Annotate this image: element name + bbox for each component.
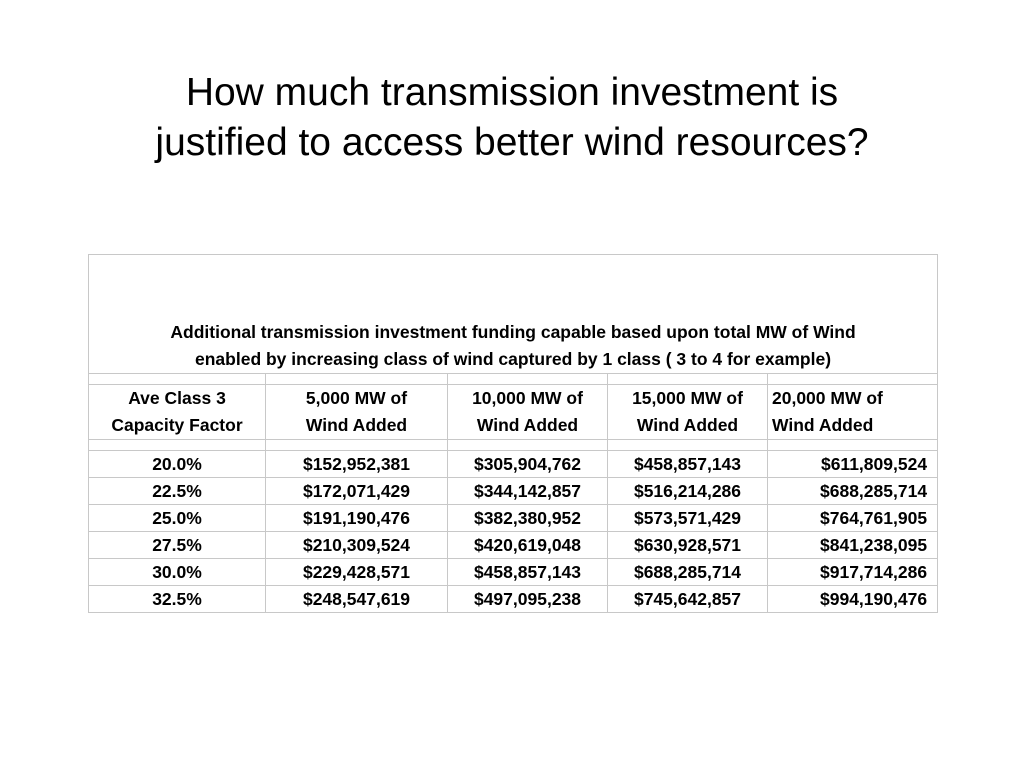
table-row [89, 505, 938, 532]
value-cell: $382,380,952 [448, 505, 608, 532]
value-cell: $917,714,286 [768, 559, 938, 586]
value-cell: $611,809,524 [768, 451, 938, 478]
table-row [89, 478, 938, 505]
column-header: 5,000 MW of Wind Added [266, 385, 448, 440]
value-cell: $688,285,714 [768, 478, 938, 505]
value-cell: $305,904,762 [448, 451, 608, 478]
value-cell: $152,952,381 [266, 451, 448, 478]
value-cell: $229,428,571 [266, 559, 448, 586]
capacity-factor-cell: 22.5% [89, 478, 266, 505]
capacity-factor-cell: 27.5% [89, 532, 266, 559]
value-cell: $745,642,857 [608, 586, 768, 613]
value-cell: $458,857,143 [448, 559, 608, 586]
value-cell: $344,142,857 [448, 478, 608, 505]
column-header: 20,000 MW of Wind Added [768, 385, 938, 440]
table-row [89, 559, 938, 586]
spacer-row [89, 374, 938, 385]
slide-title [40, 68, 984, 168]
value-cell: $248,547,619 [266, 586, 448, 613]
column-header: 15,000 MW of Wind Added [608, 385, 768, 440]
value-cell: $210,309,524 [266, 532, 448, 559]
capacity-factor-cell: 30.0% [89, 559, 266, 586]
capacity-factor-cell: 20.0% [89, 451, 266, 478]
value-cell: $516,214,286 [608, 478, 768, 505]
capacity-factor-cell: 32.5% [89, 586, 266, 613]
column-header-row [89, 385, 938, 440]
value-cell: $994,190,476 [768, 586, 938, 613]
table-caption-line-2: enabled by increasing class of wind captured by 1 class ( 3 to 4 for example) [195, 349, 832, 369]
value-cell: $841,238,095 [768, 532, 938, 559]
value-cell: $497,095,238 [448, 586, 608, 613]
value-cell: $630,928,571 [608, 532, 768, 559]
capacity-factor-cell: 25.0% [89, 505, 266, 532]
slide-title-line-1: How much transmission investment is [185, 71, 839, 115]
table-caption-line-1: Additional transmission investment funding capable based upon total MW of Wind [170, 322, 856, 342]
table-row [89, 451, 938, 478]
value-cell: $191,190,476 [266, 505, 448, 532]
column-header: Ave Class 3 Capacity Factor [89, 385, 266, 440]
spacer-row [89, 440, 938, 451]
value-cell: $458,857,143 [608, 451, 768, 478]
table-row [89, 532, 938, 559]
column-header: 10,000 MW of Wind Added [448, 385, 608, 440]
value-cell: $688,285,714 [608, 559, 768, 586]
table-caption-row [89, 255, 938, 374]
value-cell: $764,761,905 [768, 505, 938, 532]
table-caption [89, 255, 938, 374]
slide-title-line-2: justified to access better wind resources? [155, 121, 869, 165]
value-cell: $172,071,429 [266, 478, 448, 505]
value-cell: $573,571,429 [608, 505, 768, 532]
value-cell: $420,619,048 [448, 532, 608, 559]
table-row [89, 586, 938, 613]
investment-table [88, 254, 938, 613]
